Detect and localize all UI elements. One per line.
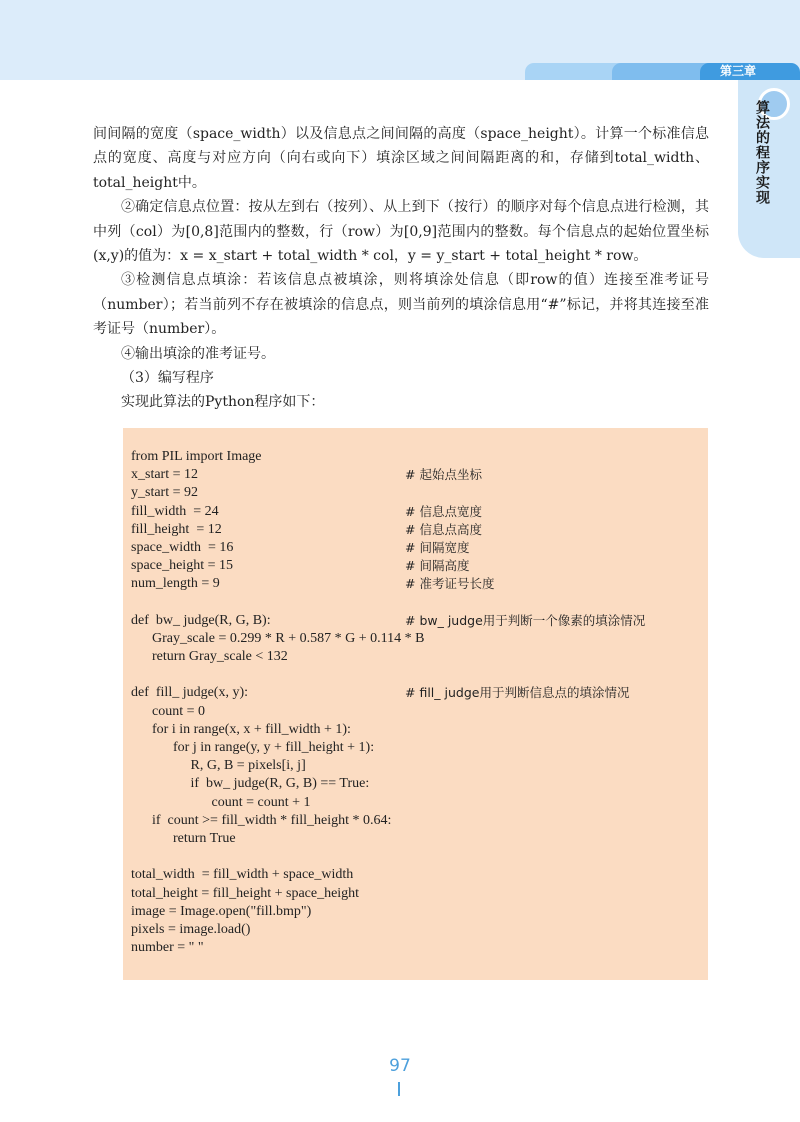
code-text: pixels = image.load(): [131, 921, 251, 937]
code-text: y_start = 92: [131, 485, 198, 501]
section-heading: （3）编写程序: [121, 370, 214, 387]
code-text: Gray_scale = 0.299 * R + 0.587 * G + 0.114 * B: [131, 630, 425, 646]
code-line: [131, 557, 701, 575]
code-text: return True: [131, 830, 236, 846]
code-line: [131, 539, 701, 557]
code-text: num_length = 9: [131, 576, 220, 592]
code-line: [131, 830, 701, 848]
code-text: number = " ": [131, 940, 204, 956]
code-line: [131, 757, 701, 775]
code-line: [131, 630, 701, 648]
code-text: for j in range(y, y + fill_height + 1):: [131, 740, 375, 755]
body-text: [93, 122, 709, 415]
code-line: [131, 775, 701, 793]
code-comment: # 间隔高度: [405, 558, 470, 574]
code-text: count = count + 1: [131, 794, 311, 810]
code-text: total_width = fill_width + space_width: [131, 867, 354, 883]
code-line: [131, 921, 701, 939]
code-comment: # 起始点坐标: [405, 467, 482, 483]
code-text: from PIL import Image: [131, 449, 262, 464]
code-text: if count >= fill_width * fill_height * 0.64:: [131, 812, 392, 828]
chapter-tab: 第三章: [700, 63, 800, 80]
code-text: fill_height = 12: [131, 521, 222, 537]
code-line: [131, 903, 701, 921]
code-line: [131, 812, 701, 830]
code-line: [131, 521, 701, 539]
code-text: space_height = 15: [131, 558, 233, 574]
code-listing: [131, 448, 701, 957]
code-comment: # bw_ judge用于判断一个像素的填涂情况: [405, 612, 646, 628]
code-text: image = Image.open("fill.bmp"): [131, 903, 312, 919]
code-comment: # 准考证号长度: [405, 576, 495, 592]
code-line: [131, 866, 701, 884]
code-line: [131, 448, 701, 466]
code-text: space_width = 16: [131, 539, 234, 555]
code-text: def bw_ judge(R, G, B):: [131, 612, 271, 628]
code-line: [131, 612, 701, 630]
code-text: x_start = 12: [131, 467, 198, 483]
code-line: [131, 666, 701, 684]
code-line: [131, 503, 701, 521]
code-text: def fill_ judge(x, y):: [131, 685, 249, 701]
code-text: if bw_ judge(R, G, B) == True:: [131, 776, 370, 792]
code-comment: # 信息点高度: [405, 521, 482, 537]
code-line: [131, 703, 701, 721]
code-line: [131, 648, 701, 666]
code-text: count = 0: [131, 703, 205, 719]
code-line: [131, 484, 701, 502]
paragraph: 实现此算法的Python程序如下：: [121, 394, 325, 411]
paragraph: ③检测信息点填涂：若该信息点被填涂，则将填涂处信息（即row的值）连接至准考证号（number）；若当前列不存在被填涂的信息点，则当前列的填涂信息用“#”标记，并将其连接至准考证号（number）。: [93, 272, 709, 338]
chapter-side-title: 算法的程序实现: [754, 100, 770, 205]
code-comment: # 信息点宽度: [405, 503, 482, 519]
code-line: [131, 466, 701, 484]
code-text: fill_width = 24: [131, 503, 219, 519]
code-line: [131, 848, 701, 866]
code-line: [131, 739, 701, 757]
code-text: return Gray_scale < 132: [131, 649, 288, 665]
code-text: R, G, B = pixels[i, j]: [131, 758, 306, 774]
code-comment: # fill_ judge用于判断信息点的填涂情况: [405, 685, 630, 701]
code-comment: # 间隔宽度: [405, 539, 470, 555]
code-line: [131, 885, 701, 903]
code-line: [131, 721, 701, 739]
page-number-marker: [398, 1082, 400, 1096]
code-line: [131, 594, 701, 612]
paragraph: ②确定信息点位置：按从左到右（按列）、从上到下（按行）的顺序对每个信息点进行检测，其中列（col）为[0,8]范围内的整数，行（row）为[0,9]范围内的整数。每个信息点的起始位置坐标(x,y)的值为：x = x_start + total_width * col，y = y_start + total_height * row。: [93, 199, 709, 265]
code-text: total_height = fill_height + space_height: [131, 885, 360, 901]
code-text: for i in range(x, x + fill_width + 1):: [131, 721, 351, 737]
page-number: 97: [389, 1056, 411, 1076]
code-line: [131, 939, 701, 957]
paragraph: ④输出填涂的准考证号。: [121, 345, 275, 362]
paragraph: 间间隔的宽度（space_width）以及信息点之间间隔的高度（space_height）。计算一个标准信息点的宽度、高度与对应方向（向右或向下）填涂区域之间间隔距离的和，存储到total_width、total_height中。: [93, 126, 709, 191]
code-line: [131, 575, 701, 593]
code-line: [131, 684, 701, 702]
code-block: [123, 428, 708, 980]
code-line: [131, 794, 701, 812]
